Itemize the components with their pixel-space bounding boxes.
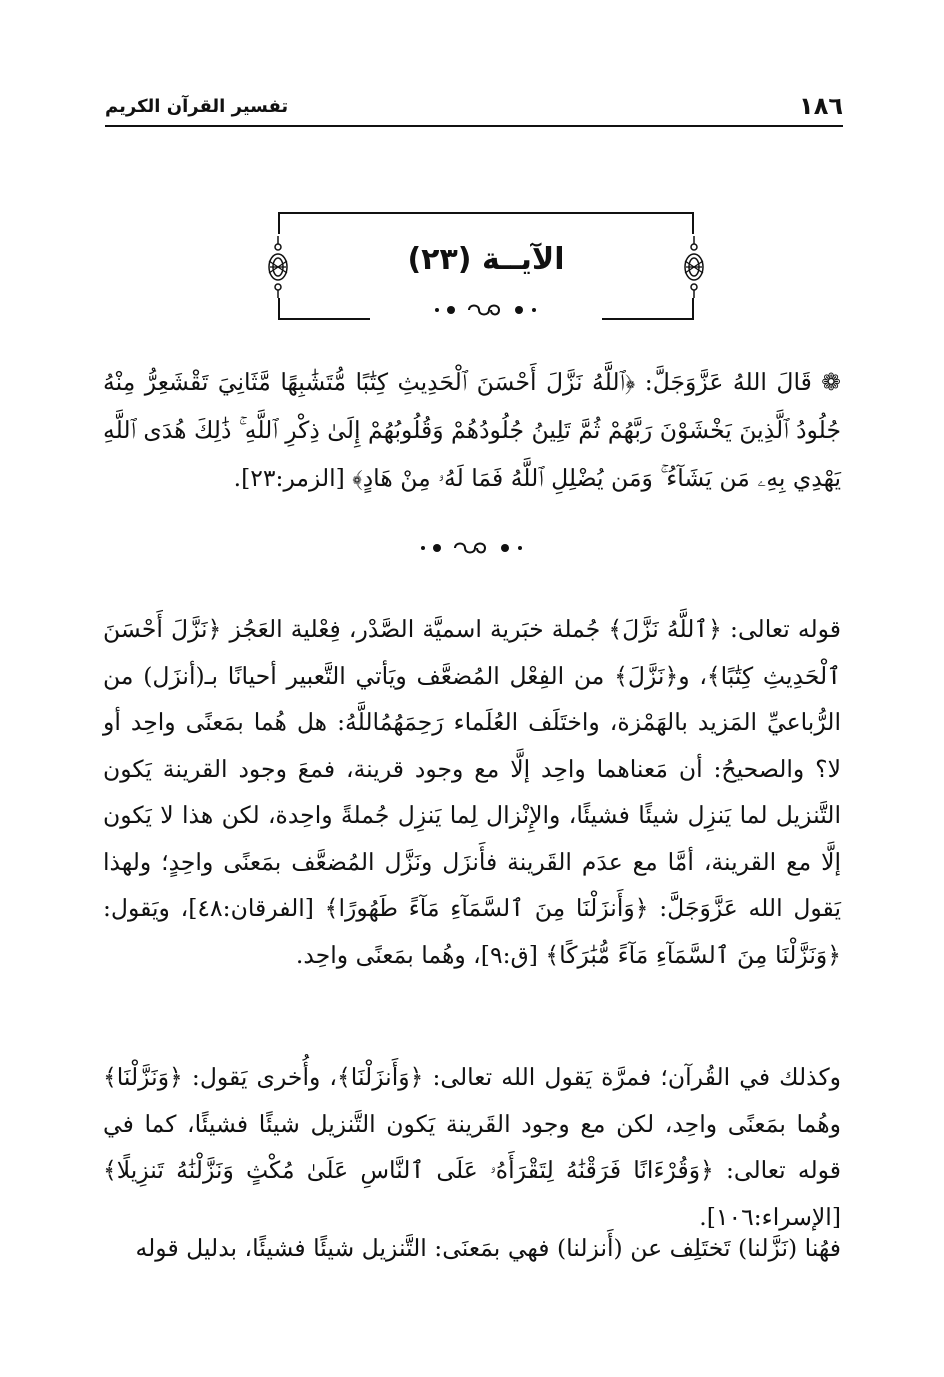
frame-right-top-line: [692, 212, 694, 234]
commentary-paragraph-2: وكذلك في القُرآن؛ فمرَّة يَقول الله تعالى: ﴿وَأَنزَلْنَا﴾، وأُخرى يَقول: ﴿وَنَزَّلْنَا﴾ وهُما بمَعنًى واحِد، لكن مع وجود القَرينة يَكون التَّنزيل شيئًا فشيئًا، كما في قوله تعالى: ﴿وَقُرْءَانًا فَرَقْنَٰهُ لِتَقْرَأَهُۥ عَلَى ٱلنَّاسِ عَلَىٰ مُكْثٍ وَنَزَّلْنَٰهُ تَنزِيلًا﴾ [الإسراء:١٠٦].: [103, 1063, 841, 1231]
section-title-frame: [278, 212, 694, 320]
divider-ornament-icon: [417, 540, 527, 556]
section-divider: [103, 540, 841, 560]
page-number: ١٨٦: [799, 92, 843, 120]
header-rule: [105, 125, 843, 127]
book-title: تفسير القرآن الكريم: [105, 96, 289, 117]
title-ornament: [278, 302, 694, 322]
frame-left-top-line: [278, 212, 280, 234]
commentary-paragraph-1: قوله تعالى: ﴿ٱللَّهُ نَزَّلَ﴾ جُملة خبَرية اسميَّة الصَّدْر، فِعْلية العَجُز ﴿نَزَّلَ أَحْسَنَ ٱلْحَدِيثِ كِتَٰبًا﴾، و﴿نَزَّلَ﴾ من الفِعْل المُضعَّف ويَأتي التَّعبير أحيانًا بـ(أنزَل) من الرُّباعيِّ المَزيد بالهَمْزة، واختَلَف العُلَماء رَحِمَهُمُاللَّهُ: هل هُما بمَعنًى واحِد أو لا؟ والصحيحُ: أن مَعناهما واحِد إلَّا مع وجود قرينة، فمعَ وجود القرينة يَكون التَّنزيل لما يَنزِل شيئًا فشيئًا، والإِنْزال لِما يَنزِل جُملةً واحِدة، لكن هذا لا يَكون إلَّا مع القرينة، أمَّا مع عدَم القَرينة فأَنزَل ونَزَّل المُضعَّف بمَعنًى واحِدٍ؛ ولهذا يَقول الله عَزَّوَجَلَّ: ﴿وَأَنزَلْنَا مِنَ ٱلسَّمَآءِ مَآءً طَهُورًا﴾ [الفرقان:٤٨]، ويَقول: ﴿وَنَزَّلْنَا مِنَ ٱلسَّمَآءِ مَآءً مُّبَٰرَكًا﴾ [ق:٩]، وهُما بمَعنًى واحِد.: [103, 615, 841, 969]
verse-paragraph: ❁ قَالَ اللهُ عَزَّوَجَلَّ: ﴿ٱللَّهُ نَزَّلَ أَحْسَنَ ٱلْحَدِيثِ كِتَٰبًا مُّتَشَٰبِهًا مَّثَانِيَ تَقْشَعِرُّ مِنْهُ جُلُودُ ٱلَّذِينَ يَخْشَوْنَ رَبَّهُمْ ثُمَّ تَلِينُ جُلُودُهُمْ وَقُلُوبُهُمْ إِلَىٰ ذِكْرِ ٱللَّهِ ۚ ذَٰلِكَ هُدَى ٱللَّهِ يَهْدِي بِهِۦ مَن يَشَآءُ ۚ وَمَن يُضْلِلِ ٱللَّهُ فَمَا لَهُۥ مِنْ هَادٍ﴾ [الزمر:٢٣].: [103, 368, 841, 492]
running-header: [105, 88, 843, 128]
section-title: الآيــة (٢٣): [407, 242, 565, 277]
divider-ornament-icon: [431, 302, 541, 318]
commentary-paragraph-3: فهُنا (نَزَّلنا) تَختَلِف عن (أَنزلنا) فهي بمَعنَى: التَّنزيل شيئًا فشيئًا، بدليل قوله: [135, 1234, 841, 1262]
frame-top-line: [278, 212, 694, 214]
